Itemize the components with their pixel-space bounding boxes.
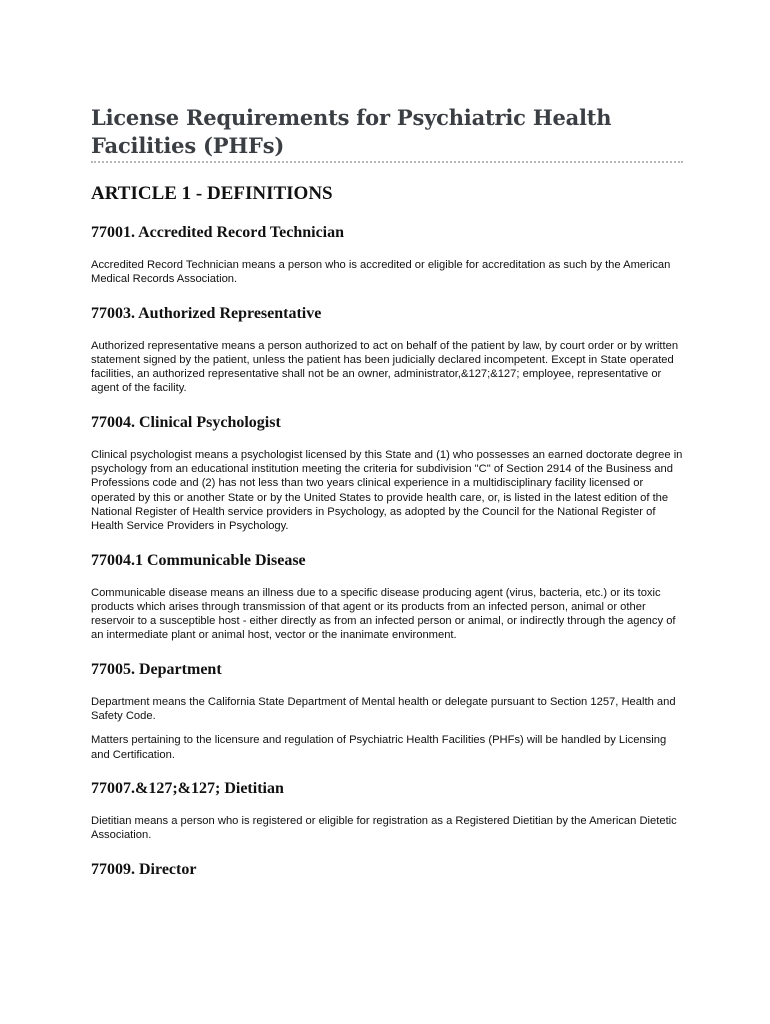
section-paragraph: Matters pertaining to the licensure and regulation of Psychiatric Health Facilities (PHFs) will be handled by Licensing and Certification. [91, 734, 667, 761]
document-title: License Requirements for Psychiatric Health Facilities (PHFs) [91, 104, 683, 163]
section-heading-77007: 77007.&127;&127; Dietitian [91, 779, 284, 797]
section-paragraph: Communicable disease means an illness due to a specific disease producing agent (virus, bacteria, etc.) or its toxic products which arises through transmission of that agent or its products from an infected person, animal or other reservoir to a susceptible host - either directly as from an infected person or animal, or indirectly through the agency of an intermediate plant or animal host, vector or the inanimate environment. [91, 586, 676, 642]
section-heading-77003: 77003. Authorized Representative [91, 304, 322, 322]
section-paragraph: Accredited Record Technician means a person who is accredited or eligible for accreditation as such by the American Medical Records Association. [91, 259, 671, 286]
article-heading: ARTICLE 1 - DEFINITIONS [91, 183, 333, 204]
document-page [91, 104, 683, 880]
section-paragraph: Dietitian means a person who is registered or eligible for registration as a Registered Dietitian by the American Dietetic Association. [91, 814, 677, 842]
section-paragraph: Clinical psychologist means a psychologist licensed by this State and (1) who possesses an earned doctorate degree in psychology from an educational institution meeting the criteria for subdivision "C" of Section 2914 of the Business and Professions code and (2) has not less than two years clinical experience in a multidisciplinary facility licensed or operated by this or another State or by the United States to provide health care, or, is listed in the latest edition of the National Register of Health service providers in Psychology, as adopted by the Council for the National Register of Health Service Providers in Psychology. [91, 448, 683, 533]
section-paragraph: Department means the California State Department of Mental health or delegate pursuant to Section 1257, Health and Safety Code. [91, 695, 676, 723]
section-heading-77009: 77009. Director [91, 860, 197, 878]
section-heading-77004-1: 77004.1 Communicable Disease [91, 551, 306, 569]
section-heading-77004: 77004. Clinical Psychologist [91, 413, 281, 431]
section-heading-77005: 77005. Department [91, 660, 222, 678]
section-heading-77001: 77001. Accredited Record Technician [91, 224, 345, 241]
section-paragraph: Authorized representative means a person authorized to act on behalf of the patient by law, by court order or by written statement signed by the patient, unless the patient has been judicially declared incompetent. Except in State operated facilities, an authorized representative shall not be an owner, administrator,&127;&127; employee, representative or agent of the facility. [91, 339, 679, 395]
